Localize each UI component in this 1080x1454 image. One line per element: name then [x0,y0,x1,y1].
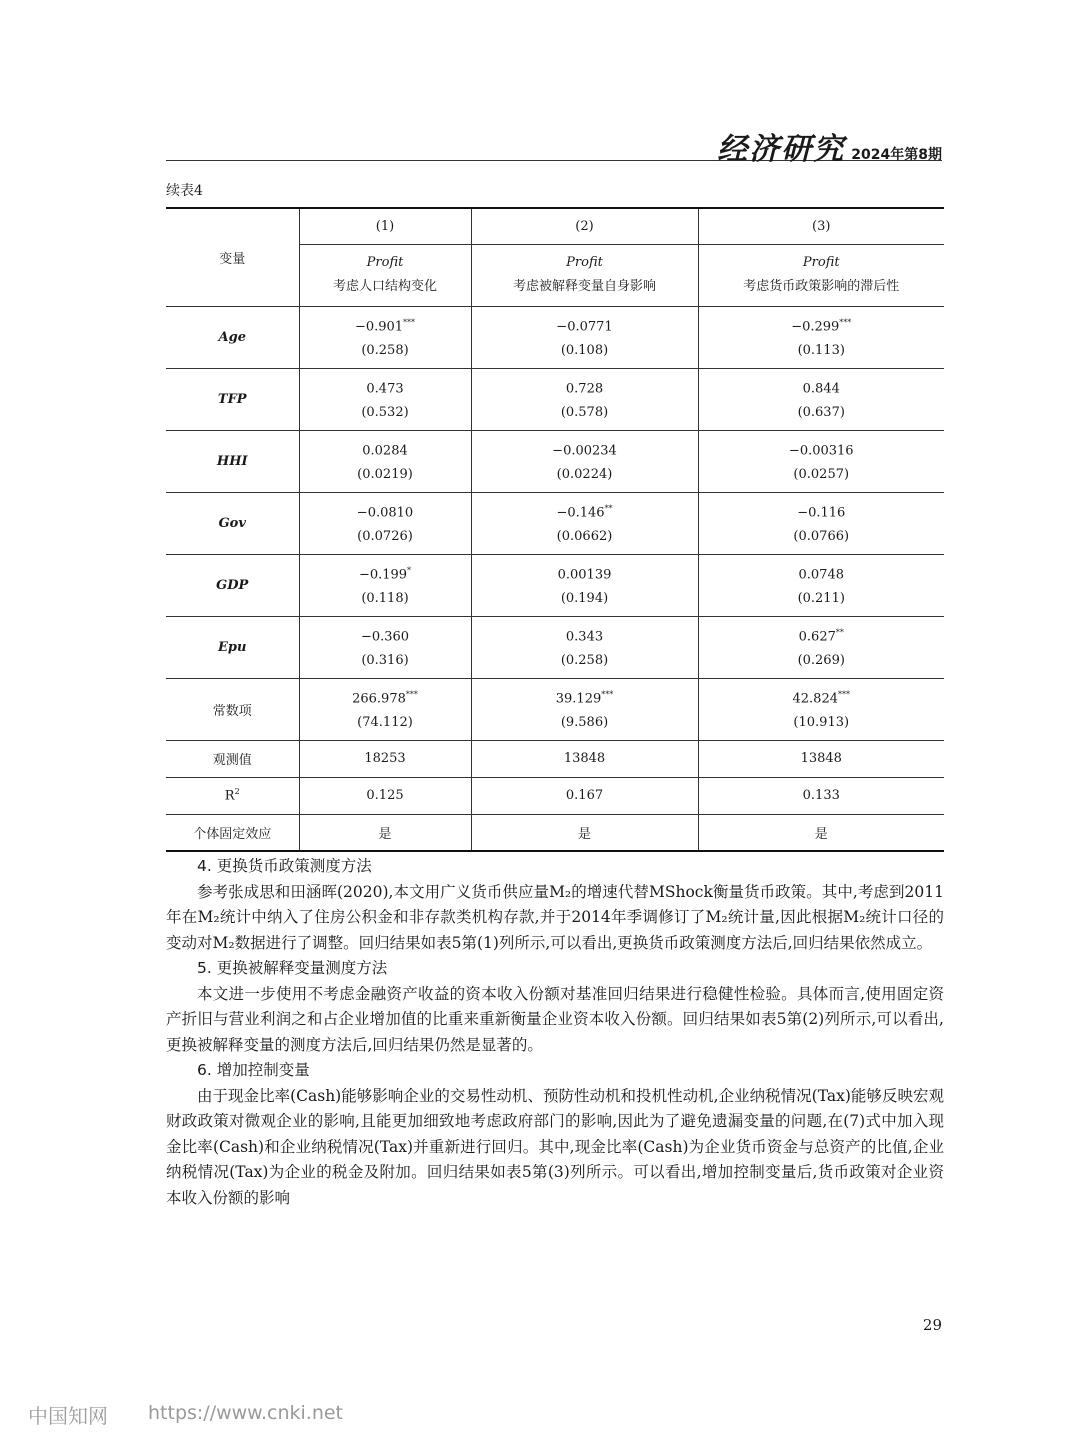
standard-error: (0.0662) [556,529,613,545]
coefficient-cell [471,430,698,492]
regression-table [166,207,944,852]
variable-label: Gov [218,515,246,531]
coefficient-value: −0.00316 [788,443,854,459]
section-paragraph: 由于现金比率(Cash)能够影响企业的交易性动机、预防性动机和投机性动机,企业纳税情况(Tax)能够反映宏观财政政策对微观企业的影响,且能更加细致地考虑政府部门的影响,因此为了避免遗漏变量的问题,在(7)式中加入现金比率(Cash)和企业纳税情况(Tax)并重新进行回归。其中,现金比率(Cash)为企业货币资金与总资产的比值,企业纳税情况(Tax)为企业的税金及附加。回归结果如表5第(3)列所示。可以看出,增加控制变量后,货币政策对企业资本收入份额的影响 [166,1086,944,1207]
coefficient [300,683,471,711]
stat-label: 观测值 [212,753,252,768]
dependent-variable: Profit [566,255,603,270]
standard-error: (0.113) [797,343,845,359]
variable-label: Age [218,329,246,345]
coefficient-value: −0.116 [797,505,846,521]
coefficient [300,311,471,339]
coefficient-value: 39.129 [555,691,602,707]
coefficient [472,559,698,587]
variable-name [166,430,299,492]
column-label: 考虑人口结构变化 [332,279,437,294]
variable-header: 变量 [166,208,299,306]
column-label: 考虑被解释变量自身影响 [512,279,656,294]
coefficient-value: −0.901 [354,319,404,335]
stat-value: 0.133 [698,777,944,814]
coefficient-value: −0.0810 [356,505,414,521]
significance-stars: ** [835,627,844,637]
coefficient-cell [698,678,944,740]
coefficient-value: −0.0771 [556,319,613,335]
table-caption: 续表4 [166,183,203,199]
standard-error: (0.0219) [357,467,413,483]
coefficient-cell [299,492,471,554]
coefficient-value: −0.299 [791,319,840,335]
coefficient [699,559,945,587]
stat-name [166,740,299,777]
coefficient-cell [471,492,698,554]
dependent-variable: Profit [802,255,840,270]
significance-stars: * [407,565,412,575]
variable-label: TFP [217,391,247,407]
standard-error: (74.112) [357,715,413,731]
coefficient-cell [698,430,944,492]
standard-error: (0.316) [361,653,409,669]
stat-value: 13848 [698,740,944,777]
coefficient-cell [299,368,471,430]
coefficient [699,621,945,649]
section-paragraph: 参考张成思和田涵晖(2020),本文用广义货币供应量M₂的增速代替MShock衡量货币政策。其中,考虑到2011年在M₂统计中纳入了住房公积金和非存款类机构存款,并于2014年季调修订了M₂统计量,因此根据M₂统计口径的变动对M₂数据进行了调整。回归结果如表5第(1)列所示,可以看出,更换货币政策测度方法后,回归结果依然成立。 [166,882,944,952]
coefficient-cell [471,678,698,740]
standard-error: (0.269) [797,653,845,669]
variable-label: Epu [218,639,247,655]
standard-error: (0.0766) [793,529,850,545]
coefficient-cell [698,368,944,430]
significance-stars: ** [604,503,613,513]
table-row [166,430,944,492]
coefficient [472,497,698,525]
coefficient [472,621,698,649]
stats-row [166,777,944,814]
standard-error: (0.258) [361,343,409,359]
variable-name [166,554,299,616]
table-row [166,616,944,678]
stat-value: 是 [471,814,698,851]
significance-stars: *** [601,689,614,699]
coefficient [699,683,945,711]
stat-superscript: 2 [234,787,240,797]
article-body [166,854,944,1211]
column-label: 考虑货币政策影响的滞后性 [743,279,900,294]
coefficient [699,311,945,339]
coefficient-value: 0.343 [565,629,604,645]
journal-logo: 经济研究 [717,132,846,167]
stat-name [166,814,299,851]
cnki-brand: 中国知网 [28,1404,108,1428]
coefficient-cell [471,306,698,368]
section-paragraph: 本文进一步使用不考虑金融资产收益的资本收入份额对基准回归结果进行稳健性检验。具体而言,使用固定资产折旧与营业利润之和占企业增加值的比重来重新衡量企业资本收入份额。回归结果如表5第(2)列所示,可以看出,更换被解释变量的测度方法后,回归结果仍然是显著的。 [166,984,944,1054]
column-number: (2) [471,208,698,244]
column-description [299,244,471,306]
coefficient-cell [698,554,944,616]
coefficient-value: 266.978 [352,691,406,707]
coefficient-cell [698,492,944,554]
coefficient-cell [299,678,471,740]
standard-error: (0.0726) [357,529,413,545]
standard-error: (0.118) [361,591,409,607]
standard-error: (0.0257) [793,467,850,483]
cnki-url[interactable]: https://www.cnki.net [148,1402,344,1424]
coefficient [472,311,698,339]
table-row [166,368,944,430]
stat-value: 是 [299,814,471,851]
variable-name [166,306,299,368]
significance-stars: *** [838,689,850,699]
coefficient-cell [471,554,698,616]
coefficient-value: −0.199 [358,567,408,583]
coefficient [300,559,471,587]
coefficient-cell [299,616,471,678]
variable-label: HHI [216,453,248,469]
coefficient-value: 0.0748 [798,567,844,583]
standard-error: (0.108) [560,343,609,359]
standard-error: (0.532) [361,405,409,421]
coefficient-cell [299,554,471,616]
coefficient-value: −0.00234 [552,443,617,459]
stat-value: 0.125 [299,777,471,814]
section-heading: 6. 增加控制变量 [197,1061,310,1079]
coefficient [472,373,698,401]
section-heading: 5. 更换被解释变量测度方法 [197,959,388,977]
coefficient-value: −0.360 [360,629,410,645]
variable-name [166,678,299,740]
variable-name [166,616,299,678]
table-row [166,554,944,616]
standard-error: (9.586) [560,715,609,731]
coefficient-cell [698,306,944,368]
significance-stars: *** [403,317,416,327]
coefficient-value: 0.0284 [362,443,408,459]
table-row [166,306,944,368]
column-description [471,244,698,306]
coefficient-cell [698,616,944,678]
section-heading: 4. 更换货币政策测度方法 [197,857,372,875]
stat-label: 个体固定效应 [193,826,272,842]
significance-stars: *** [839,317,852,327]
journal-issue: 2024年第8期 [851,147,942,163]
standard-error: (0.637) [797,405,845,421]
variable-name [166,492,299,554]
coefficient-value: 0.627 [798,629,836,645]
coefficient [472,435,698,463]
coefficient-cell [471,616,698,678]
stat-label: R [224,788,235,804]
stats-row [166,814,944,851]
standard-error: (0.0224) [556,467,613,483]
variable-name [166,368,299,430]
coefficient-cell [299,430,471,492]
coefficient-value: 0.473 [366,381,404,397]
stats-row [166,740,944,777]
column-number: (3) [698,208,944,244]
page-number: 29 [922,1316,942,1334]
standard-error: (0.194) [560,591,609,607]
variable-label: GDP [216,577,249,593]
coefficient-value: 0.728 [565,381,604,397]
stat-value: 13848 [471,740,698,777]
coefficient-value: −0.146 [556,505,605,521]
coefficient [300,435,471,463]
journal-masthead [717,124,942,168]
coefficient [699,497,945,525]
coefficient-cell [471,368,698,430]
coefficient [472,683,698,711]
coefficient [300,497,471,525]
stat-name [166,777,299,814]
coefficient [300,373,471,401]
standard-error: (0.211) [797,591,845,607]
standard-error: (0.258) [560,653,609,669]
standard-error: (10.913) [793,715,850,731]
coefficient-value: 0.00139 [557,567,612,583]
dependent-variable: Profit [366,255,404,270]
coefficient [300,621,471,649]
significance-stars: *** [405,689,418,699]
coefficient-cell [299,306,471,368]
table-row [166,678,944,740]
stat-value: 18253 [299,740,471,777]
coefficient [699,373,945,401]
column-description [698,244,944,306]
stat-value: 0.167 [471,777,698,814]
coefficient [699,435,945,463]
page-header [166,120,942,167]
table-header-row [166,208,944,244]
variable-label: 常数项 [212,703,252,719]
column-number: (1) [299,208,471,244]
coefficient-value: 0.844 [802,381,840,397]
standard-error: (0.578) [560,405,609,421]
stat-value: 是 [698,814,944,851]
coefficient-value: 42.824 [792,691,838,707]
table-row [166,492,944,554]
